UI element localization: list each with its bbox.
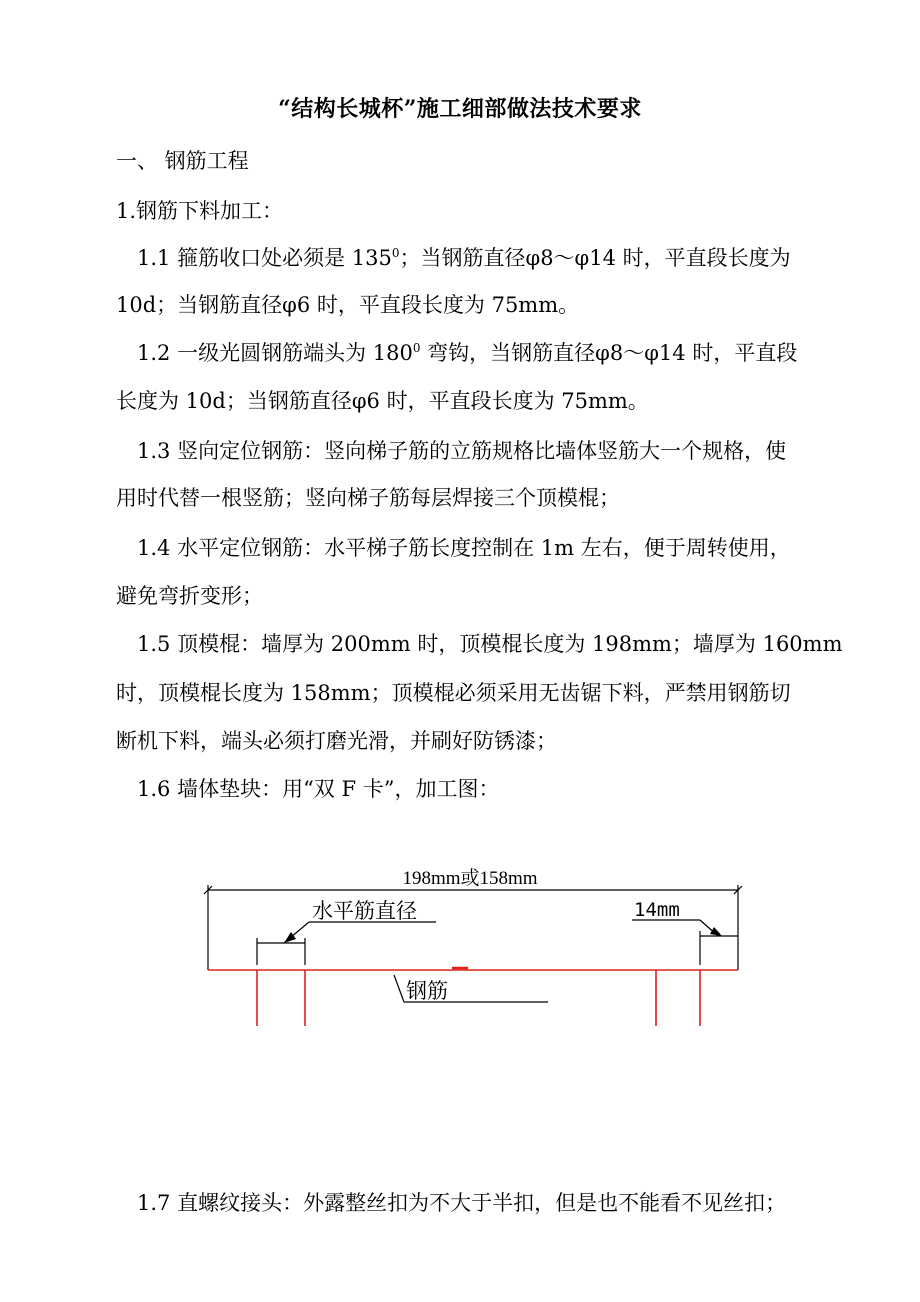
double-f-clip-diagram (0, 830, 920, 1050)
item-1-4-line-2: 避免弯折变形； (116, 584, 263, 608)
item-1-3-line-1: 1.3 竖向定位钢筋：竖向梯子筋的立筋规格比墙体竖筋大一个规格，使 (137, 439, 787, 463)
item-1-4-line-1: 1.4 水平定位钢筋：水平梯子筋长度控制在 1m 左右，便于周转使用， (137, 536, 791, 560)
item-1-2-line-2: 长度为 10d；当钢筋直径φ6 时，平直段长度为 75mm。 (116, 389, 649, 413)
document-title: “结构长城杯”施工细部做法技术要求 (278, 96, 642, 122)
bar-diameter-dimension (257, 922, 436, 965)
dim-total-label: 198mm或158mm (402, 868, 538, 889)
end-length-arrowhead (710, 927, 722, 936)
section-heading: 一、 钢筋工程 (116, 149, 249, 173)
item-1-7-line-1: 1.7 直螺纹接头：外露整丝扣为不大于半扣，但是也不能看不见丝扣； (137, 1191, 787, 1215)
item-1-6-line-1: 1.6 墙体垫块：用“双 F 卡”，加工图： (137, 777, 500, 801)
item-1-3-line-2: 用时代替一根竖筋；竖向梯子筋每层焊接三个顶模棍； (116, 486, 620, 510)
item-1-5-line-2: 时，顶模棍长度为 158mm；顶模棍必须采用无齿锯下料，严禁用钢筋切 (116, 681, 791, 705)
dim-end-label: 14mm (634, 899, 680, 921)
subsection-heading: 1.钢筋下料加工： (116, 199, 284, 223)
item-1-5-line-1: 1.5 顶模棍：墙厚为 200mm 时，顶模棍长度为 198mm；墙厚为 160mm (137, 632, 843, 656)
end-length-dimension (632, 920, 738, 965)
item-1-5-line-3: 断机下料，端头必须打磨光滑，并刷好防锈漆； (116, 729, 557, 753)
item-1-2-line-1: 1.2 一级光圆钢筋端头为 $180^0$ 弯钩，当钢筋直径φ8～φ14 时，平直段 (137, 341, 798, 365)
overall-dimension-line (204, 885, 742, 970)
item-1-1-line-1: 1.1 箍筋收口处必须是 $135^0$；当钢筋直径φ8～φ14 时，平直段长度为 (137, 246, 791, 270)
rebar-label: 钢筋 (406, 979, 448, 1003)
dim-bar-dia-label: 水平筋直径 (312, 899, 417, 923)
item-1-1-line-2: 10d；当钢筋直径φ6 时，平直段长度为 75mm。 (116, 293, 580, 317)
rebar-outline (208, 970, 738, 1026)
